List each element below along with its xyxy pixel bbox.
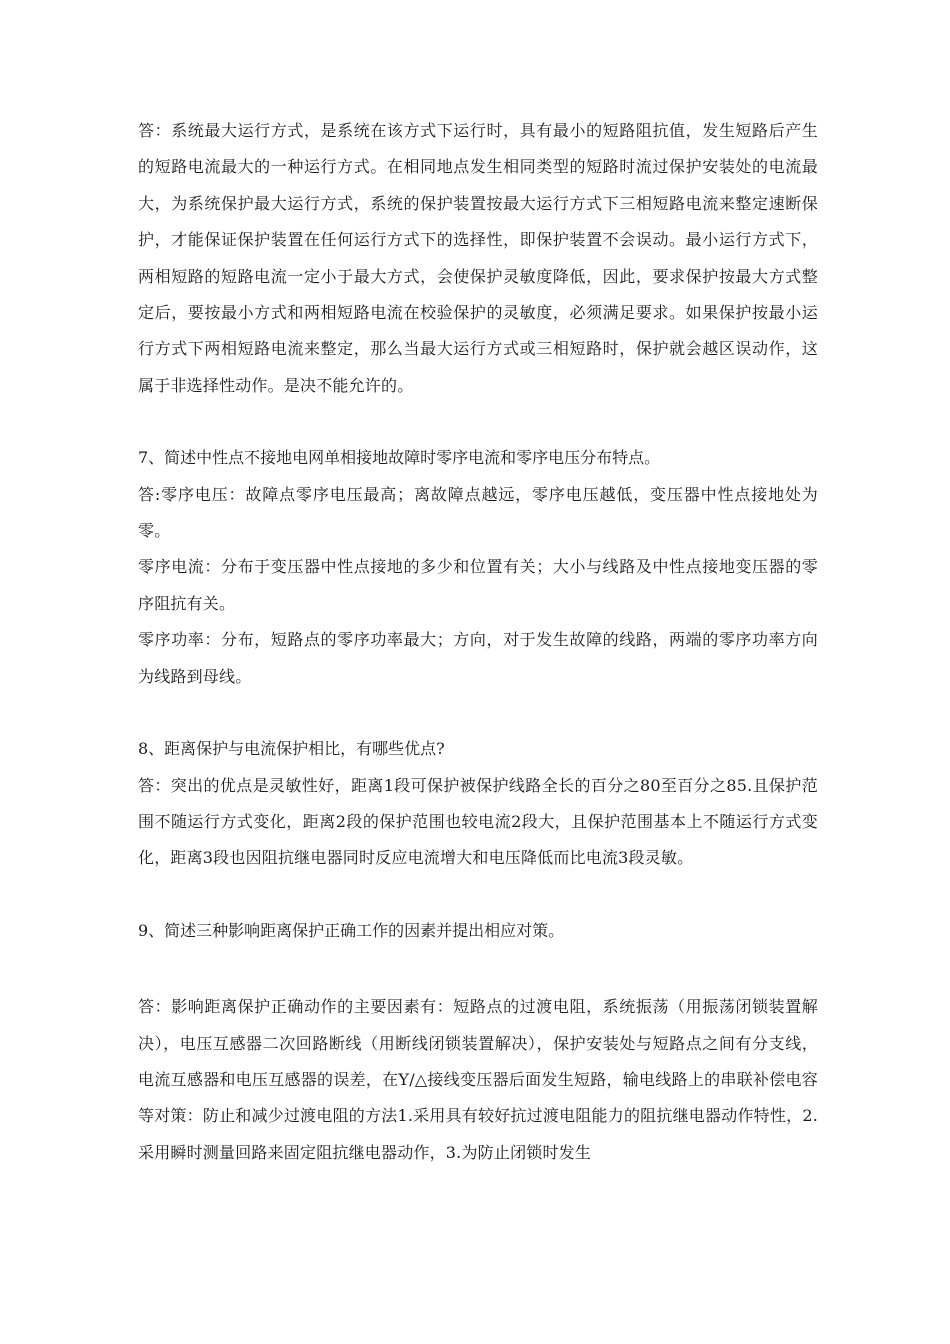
section-spacer [138,949,818,989]
question-9: 9、简述三种影响距离保护正确工作的因素并提出相应对策。 [138,920,565,940]
answer-7-zero-sequence-current: 零序电流：分布于变压器中性点接地的多少和位置有关；大小与线路及中性点接地变压器的零序阻抗有关。 [138,557,818,613]
answer-9-paragraph: 答：影响距离保护正确动作的主要因素有：短路点的过渡电阻，系统振荡（用振荡闭锁装置解决），电压互感器二次回路断线（用断线闭锁装置解决），保护安装处与短路点之间有分支线，电流互感器和电压互感器的误差，在Y/△接线变压器后面发生短路，输电线路上的串联补偿电容等对策：防止和减少过渡电阻的方法1.采用具有较好抗过渡电阻能力的阻抗继电器动作特性，2.采用瞬时测量回路来固定阻抗继电器动作，3.为防止闭锁时发生 [138,997,818,1162]
section-spacer [138,404,818,440]
answer-6-paragraph: 答：系统最大运行方式，是系统在该方式下运行时，具有最小的短路阻抗值，发生短路后产生的短路电流最大的一种运行方式。在相同地点发生相同类型的短路时流过保护安装处的电流最大，为系统保护最大运行方式，系统的保护装置按最大运行方式下三相短路电流来整定速断保护，才能保证保护装置在任何运行方式下的选择性，即保护装置不会误动。最小运行方式下，两相短路的短路电流一定小于最大方式，会使保护灵敏度降低，因此，要求保护按最大方式整定后，要按最小方式和两相短路电流在校验保护的灵敏度，必须满足要求。如果保护按最小运行方式下两相短路电流来整定，那么当最大运行方式或三相短路时，保护就会越区误动作，这属于非选择性动作。是决不能允许的。 [138,121,818,395]
section-spacer [138,695,818,731]
answer-7-zero-sequence-voltage: 答:零序电压：故障点零序电压最高；离故障点越远，零序电压越低，变压器中性点接地处为零。 [138,484,818,541]
answer-7-zero-sequence-power: 零序功率：分布，短路点的零序功率最大；方向，对于发生故障的线路，两端的零序功率方向为线路到母线。 [138,630,818,686]
answer-8-paragraph: 答：突出的优点是灵敏性好，距离1段可保护被保护线路全长的百分之80至百分之85.且保护范围不随运行方式变化，距离2段的保护范围也较电流2段大，且保护范围基本上不随运行方式变化，距离3段也因阻抗继电器同时反应电流增大和电压降低而比电流3段灵敏。 [138,775,818,868]
question-7: 7、简述中性点不接地电网单相接地故障时零序电流和零序电压分布特点。 [138,448,661,468]
question-8: 8、距离保护与电流保护相比，有哪些优点? [138,739,445,759]
section-spacer [138,877,818,913]
document-body [138,113,818,1171]
